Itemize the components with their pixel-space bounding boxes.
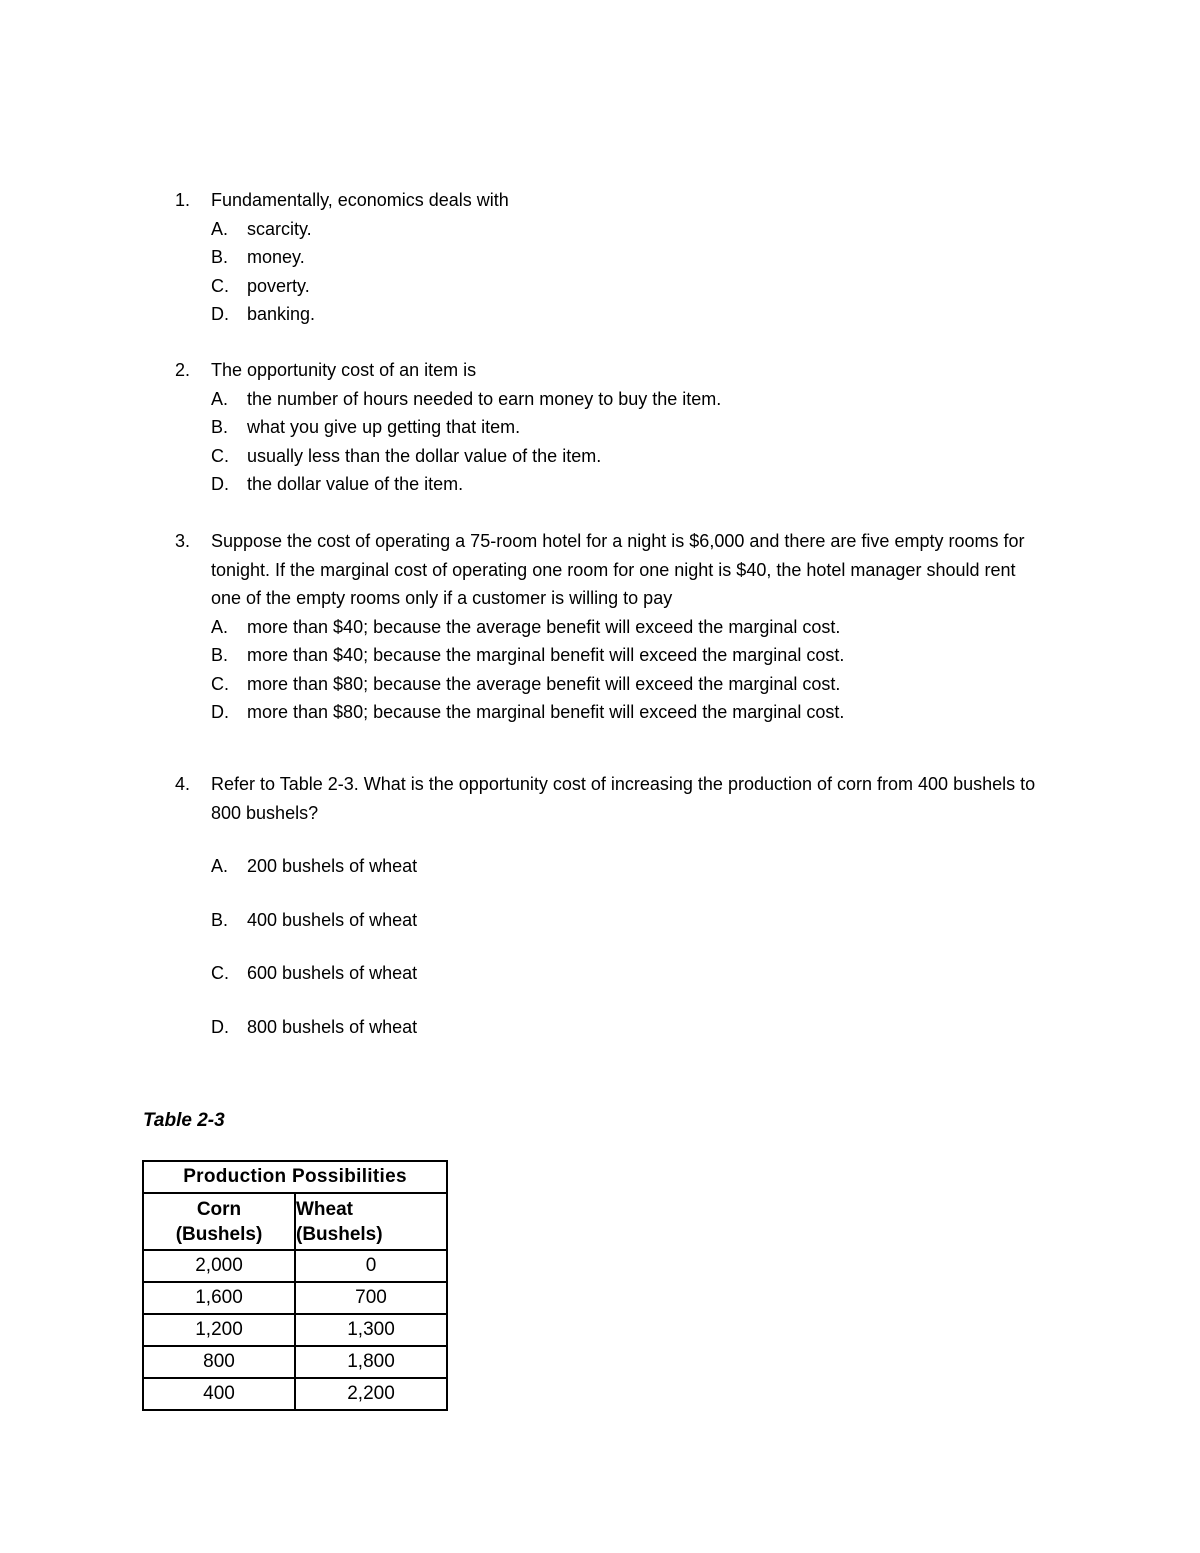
option-text: the dollar value of the item. [247,474,464,494]
question-3 [175,527,1035,727]
question-text: The opportunity cost of an item is [211,360,477,380]
production-possibilities-table [142,1160,448,1411]
table-row [143,1282,447,1314]
question-stem [175,770,1055,827]
question-number: 3. [175,531,191,551]
option-letter: C. [211,275,229,296]
question-number: 2. [175,360,191,380]
table-row [143,1346,447,1378]
option-letter: A. [211,218,229,239]
column-header-row [143,1193,447,1250]
option-letter: C. [211,445,229,466]
option-text: more than $40; because the marginal benefit will exceed the marginal cost. [247,645,845,665]
question-number: 4. [175,774,191,794]
table-row [143,1250,447,1282]
answer-option-a [175,385,1075,414]
table-cell-corn: 400 [143,1378,295,1410]
question-2 [175,356,1075,499]
answer-option-a [175,215,1075,244]
option-letter: A. [211,616,229,637]
option-text: the number of hours needed to earn money to buy the item. [247,388,722,409]
option-text: 600 bushels of wheat [247,963,418,983]
option-text: usually less than the dollar value of the item. [247,445,602,466]
option-text: poverty. [247,275,310,296]
table-cell-wheat: 1,300 [295,1314,447,1346]
option-letter: C. [211,963,229,983]
answer-option-b [175,906,1055,935]
table-cell-wheat: 700 [295,1282,447,1314]
answer-option-c [175,272,1075,301]
option-text: more than $80; because the marginal benefit will exceed the marginal cost. [247,702,845,722]
question-stem [175,527,1035,613]
table-row [143,1314,447,1346]
question-stem [175,356,1075,385]
option-text: 400 bushels of wheat [247,909,418,930]
answer-option-a [175,852,1055,881]
option-text: scarcity. [247,218,312,239]
column-header-line: (Bushels) [175,1223,263,1245]
column-header-line: Corn [196,1198,242,1220]
option-text: what you give up getting that item. [247,417,521,437]
question-number: 1. [175,190,191,210]
answer-option-b [175,413,1075,442]
question-4 [175,770,1055,1041]
column-header-wheat [295,1193,447,1250]
question-1 [175,186,1075,329]
answer-option-c [175,670,1035,699]
table-cell-wheat: 0 [295,1250,447,1282]
option-letter: D. [211,474,229,494]
answer-option-a [175,613,1035,642]
option-letter: B. [211,247,229,267]
column-header-corn [143,1193,295,1250]
option-letter: D. [211,702,229,722]
option-text: 800 bushels of wheat [247,1016,418,1037]
answer-option-b [175,641,1035,670]
answer-option-d [175,470,1075,499]
table-cell-corn: 1,600 [143,1282,295,1314]
option-letter: A. [211,388,229,409]
table-cell-corn: 1,200 [143,1314,295,1346]
table-cell-corn: 800 [143,1346,295,1378]
option-text: more than $40; because the average benefit will exceed the marginal cost. [247,616,841,637]
option-text: money. [247,247,305,267]
question-stem [175,186,1075,215]
answer-option-b [175,243,1075,272]
option-text: more than $80; because the average benefit will exceed the marginal cost. [247,673,841,694]
option-text: 200 bushels of wheat [247,856,418,876]
table-cell-corn: 2,000 [143,1250,295,1282]
option-text: banking. [247,304,316,324]
column-header-line: Wheat [296,1198,353,1220]
option-letter: B. [211,909,229,930]
option-letter: D. [211,1016,229,1037]
answer-option-d [175,300,1075,329]
table-cell-wheat: 1,800 [295,1346,447,1378]
question-text: Fundamentally, economics deals with [211,190,509,210]
answer-option-c [175,959,1055,988]
option-letter: C. [211,673,229,694]
table-title: Table 2-3 [143,1110,225,1131]
column-header-line: (Bushels) [296,1223,383,1245]
question-text: Refer to Table 2-3. What is the opportunity cost of increasing the production of corn from 400 bushels to 800 bushels? [211,774,1036,823]
option-letter: B. [211,645,229,665]
option-letter: B. [211,417,229,437]
answer-option-c [175,442,1075,471]
option-letter: D. [211,304,229,324]
table-header-row [143,1161,447,1193]
answer-option-d [175,698,1035,727]
option-letter: A. [211,856,229,876]
table-cell-wheat: 2,200 [295,1378,447,1410]
question-text: Suppose the cost of operating a 75-room hotel for a night is $6,000 and there are five empty rooms for tonight. If the marginal cost of operating one room for one night is $40, the hotel manager should rent one of the empty rooms only if a customer is willing to pay [211,531,1025,608]
answer-option-d [175,1013,1055,1042]
table-row [143,1378,447,1410]
table-header: Production Possibilities [143,1161,447,1193]
